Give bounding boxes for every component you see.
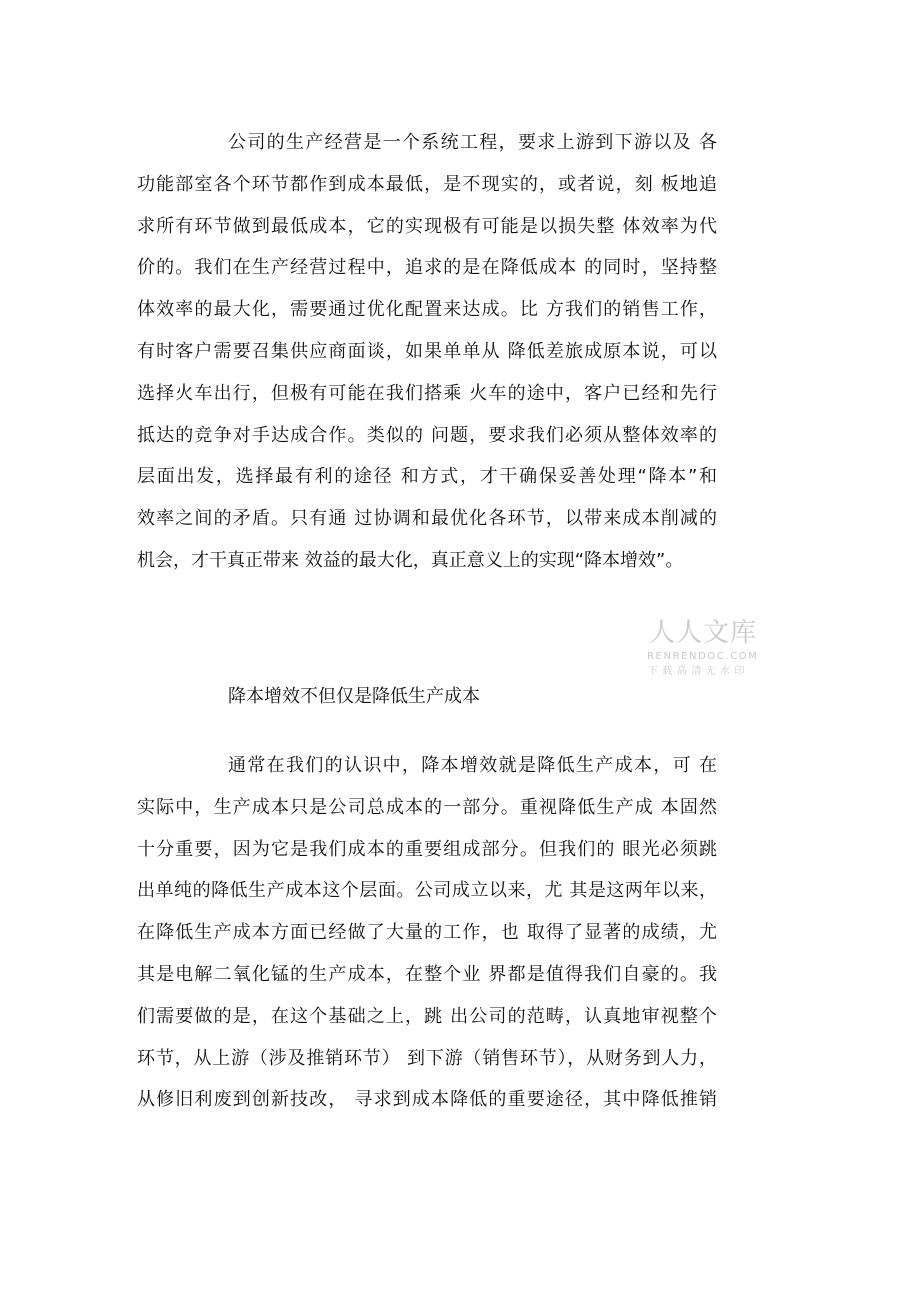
watermark xyxy=(645,618,775,684)
paragraph-line: 其是电解二氧化锰的生产成本，在整个业 界都是值得我们自豪的。我 xyxy=(137,963,717,985)
paragraph-2 xyxy=(137,745,717,1121)
paragraph-line: 功能部室各个环节都作到成本最低，是不现实的，或者说，刻 板地追 xyxy=(137,173,717,195)
paragraph-line: 公司的生产经营是一个系统工程，要求上游到下游以及 各 xyxy=(228,132,717,153)
paragraph-1 xyxy=(137,122,717,582)
paragraph-line: 们需要做的是，在这个基础之上，跳 出公司的范畴，认真地审视整个 xyxy=(137,1005,717,1027)
paragraph-line: 机会，才干真正带来 效益的最大化，真正意义上的实现“降本增效”。 xyxy=(137,549,684,571)
paragraph-line: 价的。我们在生产经营过程中，追求的是在降低成本 的同时，坚持整 xyxy=(137,257,717,279)
watermark-logo: 人人文库 xyxy=(649,618,758,648)
section-heading: 降本增效不但仅是降低生产成本 xyxy=(228,686,480,707)
paragraph-line: 抵达的竞争对手达成合作。类似的 问题，要求我们必须从整体效率的 xyxy=(137,424,717,446)
paragraph-line: 选择火车出行，但极有可能在我们搭乘 火车的途中，客户已经和先行 xyxy=(137,382,717,404)
watermark-domain: RENRENDOC.COM xyxy=(647,651,759,662)
paragraph-line: 十分重要，因为它是我们成本的重要组成部分。但我们的 眼光必须跳 xyxy=(137,838,717,860)
paragraph-line: 从修旧利废到创新技改， 寻求到成本降低的重要途径，其中降低推销 xyxy=(137,1089,717,1111)
paragraph-line: 在降低生产成本方面已经做了大量的工作，也 取得了显著的成绩，尤 xyxy=(137,922,717,944)
paragraph-line: 体效率的最大化，需要通过优化配置来达成。比 方我们的销售工作， xyxy=(137,299,717,321)
watermark-slogan: 下载高清无水印 xyxy=(648,666,749,677)
paragraph-line: 实际中，生产成本只是公司总成本的一部分。重视降低生产成 本固然 xyxy=(137,796,717,818)
paragraph-line: 层面出发，选择最有利的途径 和方式，才干确保妥善处理“降本”和 xyxy=(137,466,717,488)
paragraph-line: 有时客户需要召集供应商面谈，如果单单从 降低差旅成原本说，可以 xyxy=(137,340,717,362)
paragraph-line: 效率之间的矛盾。只有通 过协调和最优化各环节，以带来成本削减的 xyxy=(137,508,717,530)
paragraph-line: 求所有环节做到最低成本，它的实现极有可能是以损失整 体效率为代 xyxy=(137,215,717,237)
paragraph-line: 出单纯的降低生产成本这个层面。公司成立以来，尤 其是这两年以来， xyxy=(137,880,717,902)
paragraph-line: 环节，从上游（涉及推销环节） 到下游（销售环节），从财务到人力， xyxy=(137,1047,717,1069)
paragraph-line: 通常在我们的认识中，降本增效就是降低生产成本，可 在 xyxy=(228,755,717,776)
